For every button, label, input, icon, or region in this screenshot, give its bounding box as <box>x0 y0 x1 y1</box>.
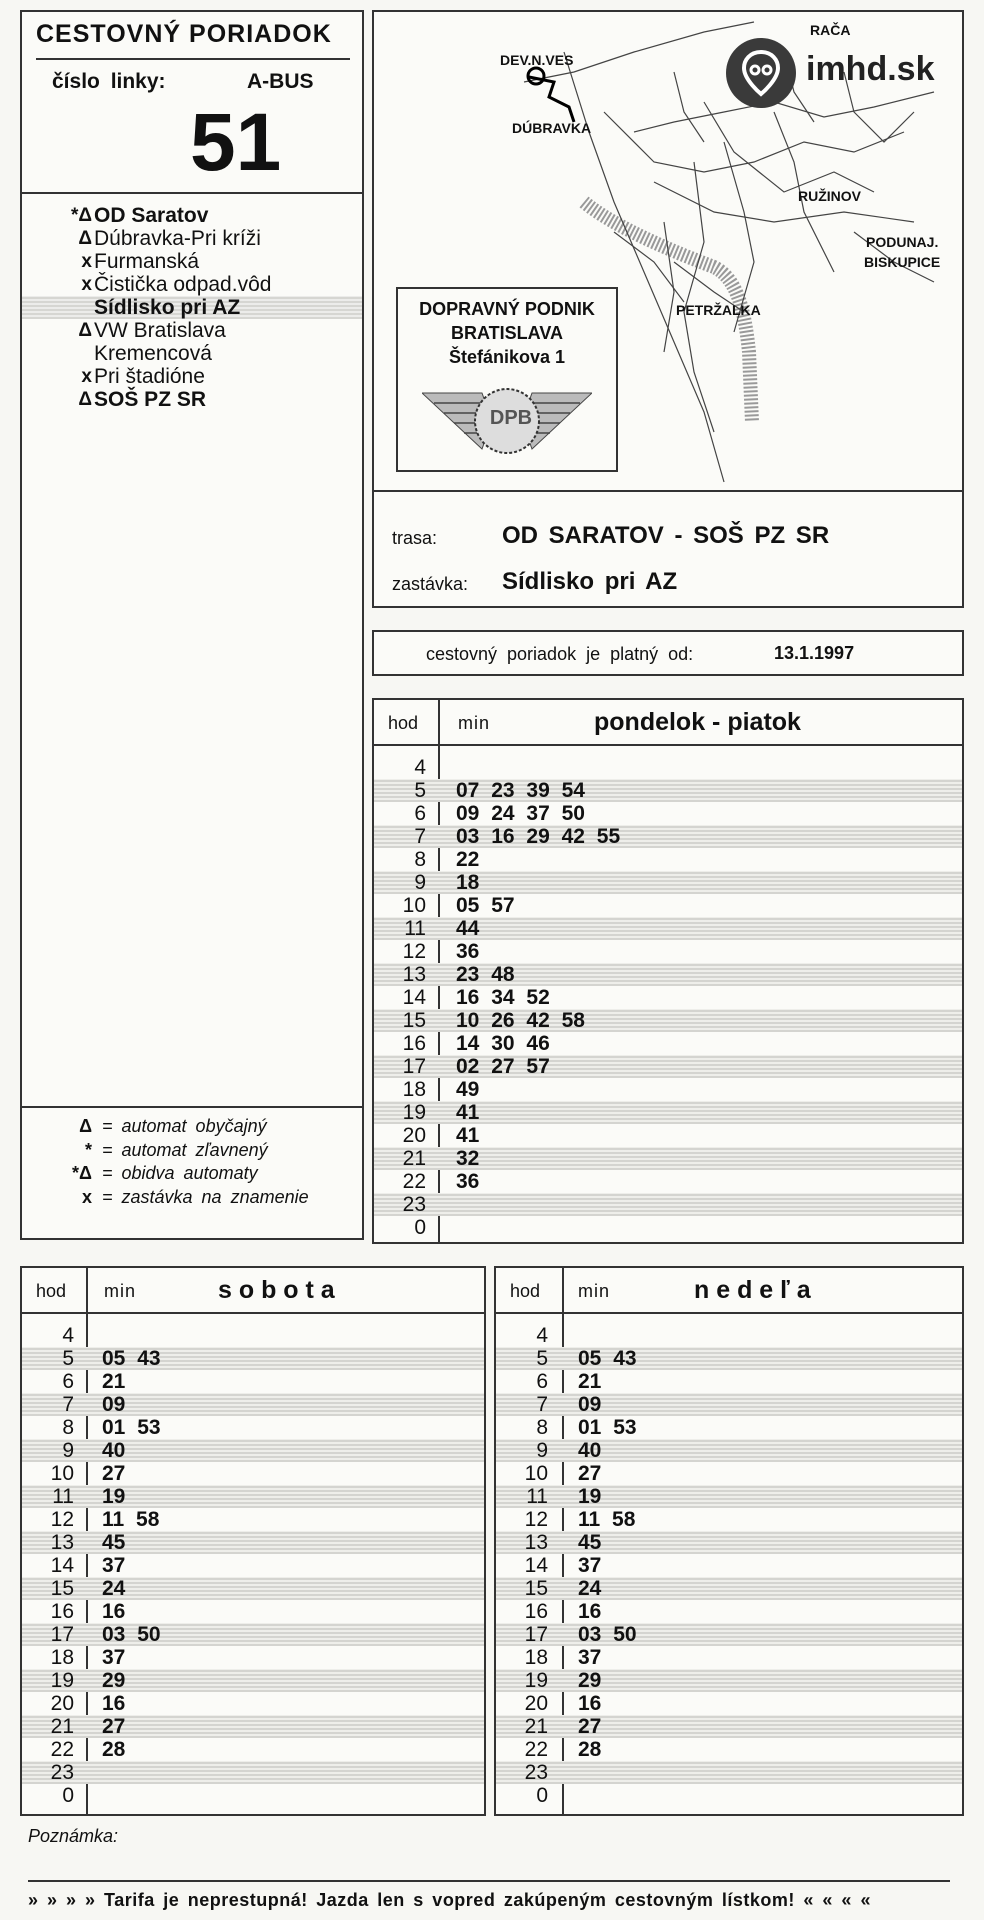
hour-cell: 17 <box>402 1055 426 1078</box>
stop-name: Furmanská <box>94 250 200 273</box>
tariff-notice: » » » » Tarifa je neprestupná! Jazda len s vopred zakúpeným cestovným lístkom! « « « « <box>28 1890 871 1910</box>
timetable-row <box>496 1646 962 1669</box>
minutes-cell: 37 <box>102 1554 126 1577</box>
stop-name: SOŠ PZ SR <box>94 388 207 411</box>
timetable-row <box>22 1439 484 1462</box>
hour-cell: 23 <box>50 1761 74 1784</box>
stop-marker: Δ <box>78 320 92 341</box>
timetable-row <box>374 848 962 871</box>
stop-item <box>22 250 362 273</box>
minutes-cell: 27 <box>578 1462 602 1485</box>
legend-value: = automat zľavnený <box>102 1139 268 1160</box>
stop-item <box>22 365 362 388</box>
timetable-row <box>22 1554 484 1577</box>
timetable-row <box>374 1078 962 1101</box>
minutes-cell: 27 <box>102 1715 126 1738</box>
minutes-cell: 01 53 <box>102 1416 161 1439</box>
timetable-row <box>374 825 962 848</box>
timetable-row <box>496 1324 962 1347</box>
timetable-row <box>496 1577 962 1600</box>
hour-cell: 16 <box>524 1600 548 1623</box>
minutes-cell: 24 <box>102 1577 126 1600</box>
imhd-pin-icon <box>726 38 796 108</box>
column-divider <box>562 1268 564 1312</box>
legend-key: *Δ <box>72 1163 92 1183</box>
imhd-logo[interactable] <box>724 36 972 108</box>
timetable-row <box>496 1370 962 1393</box>
note-label: Poznámka: <box>28 1826 119 1846</box>
line-type: A-BUS <box>247 70 314 93</box>
timetable-row <box>496 1531 962 1554</box>
stop-item <box>22 342 362 365</box>
hour-cell: 5 <box>414 779 426 802</box>
hour-cell: 10 <box>50 1462 74 1485</box>
minutes-cell: 28 <box>578 1738 602 1761</box>
minutes-cell: 44 <box>456 917 480 940</box>
timetable-row <box>374 1055 962 1078</box>
hour-cell: 20 <box>402 1124 426 1147</box>
timetable-row <box>496 1416 962 1439</box>
company-name: DOPRAVNÝ PODNIK <box>419 299 595 319</box>
stop-label: zastávka: <box>392 574 469 594</box>
hour-cell: 11 <box>52 1485 74 1508</box>
minutes-cell: 19 <box>578 1485 602 1508</box>
minutes-cell: 16 34 52 <box>456 986 550 1009</box>
weekday-title: pondelok - piatok <box>594 708 801 736</box>
minutes-cell: 02 27 57 <box>456 1055 550 1078</box>
minutes-cell: 05 43 <box>102 1347 161 1370</box>
validity-date: 13.1.1997 <box>774 643 855 663</box>
hour-cell: 22 <box>402 1170 426 1193</box>
hour-cell: 10 <box>402 894 426 917</box>
timetable-row <box>22 1508 484 1531</box>
minutes-cell: 05 57 <box>456 894 515 917</box>
minutes-cell: 37 <box>578 1646 602 1669</box>
sunday-timetable <box>494 1266 964 1816</box>
timetable-row <box>22 1531 484 1554</box>
hour-cell: 4 <box>536 1324 548 1347</box>
timetable-row <box>22 1623 484 1646</box>
weekday-timetable <box>372 698 964 1244</box>
map-label-podunaj: PODUNAJ. <box>866 234 939 250</box>
stop-marker: x <box>81 251 92 272</box>
legend-key: * <box>84 1139 92 1160</box>
sunday-title: n e d e ľ a <box>694 1276 811 1304</box>
map-label-devnves: DEV.N.VES <box>500 52 574 68</box>
minutes-cell: 29 <box>578 1669 602 1692</box>
timetable-row <box>22 1738 484 1761</box>
map-label-petrzalka: PETRŽALKA <box>676 302 761 318</box>
timetable-row <box>496 1669 962 1692</box>
column-divider <box>86 1268 88 1312</box>
legend-value: = automat obyčajný <box>102 1116 267 1136</box>
document-title: CESTOVNÝ PORIADOK <box>36 20 332 48</box>
hour-cell: 20 <box>50 1692 74 1715</box>
minutes-cell: 03 50 <box>102 1623 161 1646</box>
hour-cell: 23 <box>524 1761 548 1784</box>
timetable-row <box>374 940 962 963</box>
timetable-row <box>496 1462 962 1485</box>
sunday-table-header <box>496 1268 962 1314</box>
timetable-row <box>374 1170 962 1193</box>
hour-cell: 0 <box>536 1784 548 1807</box>
stop-item <box>22 273 362 296</box>
minutes-cell: 40 <box>102 1439 126 1462</box>
timetable-row <box>22 1761 484 1784</box>
timetable-row <box>374 1009 962 1032</box>
timetable-row <box>22 1370 484 1393</box>
legend-item <box>22 1163 362 1187</box>
timetable-row <box>374 802 962 825</box>
legend-value: = zastávka na znamenie <box>102 1186 309 1207</box>
hour-cell: 8 <box>414 848 426 871</box>
timetable-row <box>22 1600 484 1623</box>
minutes-cell: 09 24 37 50 <box>456 802 585 825</box>
column-divider <box>438 700 440 744</box>
legend-value: = obidva automaty <box>102 1163 258 1183</box>
map-label-dubravka: DÚBRAVKA <box>512 120 592 136</box>
hour-cell: 0 <box>62 1784 74 1807</box>
minutes-cell: 03 50 <box>578 1623 637 1646</box>
legend-item <box>22 1116 362 1140</box>
timetable-row <box>22 1669 484 1692</box>
hour-cell: 11 <box>526 1485 548 1508</box>
timetable-row <box>374 871 962 894</box>
hour-cell: 20 <box>524 1692 548 1715</box>
stop-marker: Δ <box>78 228 92 249</box>
minutes-cell: 18 <box>456 871 480 894</box>
hour-column-header: hod <box>36 1281 67 1301</box>
timetable-row <box>22 1715 484 1738</box>
minutes-cell: 23 48 <box>456 963 515 986</box>
hour-cell: 4 <box>62 1324 74 1347</box>
timetable-row <box>496 1508 962 1531</box>
hour-cell: 14 <box>524 1554 548 1577</box>
hour-cell: 0 <box>414 1216 426 1239</box>
stop-marker: Δ <box>78 389 92 410</box>
legend-key: Δ <box>79 1116 92 1136</box>
timetable-row <box>374 1124 962 1147</box>
company-city: BRATISLAVA <box>451 323 563 343</box>
timetable-row <box>496 1761 962 1784</box>
minutes-cell: 10 26 42 58 <box>456 1009 585 1032</box>
timetable-row <box>496 1600 962 1623</box>
hour-cell: 9 <box>62 1439 74 1462</box>
minutes-cell: 14 30 46 <box>456 1032 550 1055</box>
company-box <box>396 287 618 472</box>
hour-cell: 15 <box>50 1577 74 1600</box>
timetable-row <box>22 1416 484 1439</box>
hour-cell: 6 <box>414 802 426 825</box>
timetable-row <box>22 1577 484 1600</box>
stop-name: Kremencová <box>94 342 212 365</box>
minutes-cell: 21 <box>102 1370 126 1393</box>
minutes-cell: 45 <box>578 1531 602 1554</box>
minutes-cell: 49 <box>456 1078 480 1101</box>
stop-name: VW Bratislava <box>94 319 226 342</box>
timetable-row <box>22 1485 484 1508</box>
minutes-cell: 22 <box>456 848 480 871</box>
timetable-row <box>374 756 962 779</box>
minutes-cell: 29 <box>102 1669 126 1692</box>
timetable-row <box>22 1324 484 1347</box>
timetable-row <box>22 1692 484 1715</box>
timetable-row <box>22 1784 484 1807</box>
timetable-row <box>496 1784 962 1807</box>
legend-item <box>22 1140 362 1164</box>
hour-cell: 19 <box>50 1669 74 1692</box>
minutes-cell: 36 <box>456 940 480 963</box>
stops-panel <box>20 192 364 1240</box>
timetable-row <box>496 1715 962 1738</box>
timetable-row <box>374 986 962 1009</box>
minutes-cell: 03 16 29 42 55 <box>456 825 621 848</box>
weekday-table-header <box>374 700 962 746</box>
timetable-row <box>496 1738 962 1761</box>
minute-column-header: min <box>578 1281 611 1301</box>
timetable-row <box>496 1439 962 1462</box>
hour-cell: 13 <box>50 1531 74 1554</box>
hour-cell: 11 <box>404 917 426 940</box>
stop-name: Sídlisko pri AZ <box>94 296 241 319</box>
minutes-cell: 37 <box>102 1646 126 1669</box>
validity-label: cestovný poriadok je platný od: <box>426 644 694 664</box>
legend-item <box>22 1187 362 1211</box>
timetable-row <box>496 1485 962 1508</box>
saturday-title: s o b o t a <box>218 1276 335 1304</box>
hour-cell: 13 <box>524 1531 548 1554</box>
hour-cell: 18 <box>402 1078 426 1101</box>
hour-cell: 9 <box>414 871 426 894</box>
timetable-row <box>22 1347 484 1370</box>
timetable-row <box>374 779 962 802</box>
hour-cell: 15 <box>402 1009 426 1032</box>
hour-cell: 7 <box>62 1393 74 1416</box>
minutes-cell: 37 <box>578 1554 602 1577</box>
stop-item <box>22 388 362 411</box>
timetable-row <box>496 1692 962 1715</box>
hour-cell: 21 <box>402 1147 426 1170</box>
timetable-row <box>496 1623 962 1646</box>
minutes-cell: 16 <box>102 1692 126 1715</box>
timetable-row <box>374 1101 962 1124</box>
hour-cell: 12 <box>524 1508 548 1531</box>
minutes-cell: 40 <box>578 1439 602 1462</box>
timetable-row <box>374 1216 962 1239</box>
hour-cell: 16 <box>402 1032 426 1055</box>
route-label: trasa: <box>392 528 438 548</box>
map-label-ruzinov: RUŽINOV <box>798 188 861 204</box>
title-divider <box>36 58 350 60</box>
hour-cell: 8 <box>62 1416 74 1439</box>
hour-cell: 9 <box>536 1439 548 1462</box>
minutes-cell: 09 <box>578 1393 602 1416</box>
minutes-cell: 24 <box>578 1577 602 1600</box>
hour-cell: 16 <box>50 1600 74 1623</box>
hour-cell: 10 <box>524 1462 548 1485</box>
minute-column-header: min <box>458 713 491 733</box>
stop-name: OD Saratov <box>94 204 209 227</box>
stop-item <box>22 319 362 342</box>
minutes-cell: 16 <box>578 1600 602 1623</box>
hour-column-header: hod <box>510 1281 541 1301</box>
line-number-label: číslo linky: <box>52 70 166 93</box>
minutes-cell: 07 23 39 54 <box>456 779 585 802</box>
hour-cell: 6 <box>62 1370 74 1393</box>
emblem-text: DPB <box>489 407 533 429</box>
timetable-row <box>374 917 962 940</box>
stop-name: Čistička odpad.vôd <box>94 273 272 296</box>
hour-cell: 22 <box>524 1738 548 1761</box>
legend <box>22 1106 362 1210</box>
stop-name: Pri štadióne <box>94 365 205 388</box>
minutes-cell: 32 <box>456 1147 480 1170</box>
minutes-cell: 27 <box>102 1462 126 1485</box>
map-label-biskupice: BISKUPICE <box>864 254 941 270</box>
footer-divider <box>28 1880 950 1882</box>
hour-cell: 14 <box>50 1554 74 1577</box>
hour-cell: 12 <box>50 1508 74 1531</box>
hour-cell: 17 <box>524 1623 548 1646</box>
timetable-header <box>20 10 364 195</box>
hour-cell: 17 <box>50 1623 74 1646</box>
legend-key: x <box>81 1186 92 1207</box>
imhd-logo-text: imhd.sk <box>806 50 935 88</box>
hour-cell: 13 <box>402 963 426 986</box>
hour-cell: 23 <box>402 1193 426 1216</box>
stop-item <box>22 227 362 250</box>
stop-item <box>22 296 362 319</box>
stop-item <box>22 204 362 227</box>
minutes-cell: 16 <box>102 1600 126 1623</box>
saturday-table-header <box>22 1268 484 1314</box>
timetable-row <box>22 1646 484 1669</box>
hour-cell: 21 <box>524 1715 548 1738</box>
minutes-cell: 19 <box>102 1485 126 1508</box>
minutes-cell: 41 <box>456 1101 480 1124</box>
minutes-cell: 16 <box>578 1692 602 1715</box>
hour-cell: 19 <box>402 1101 426 1124</box>
timetable-row <box>496 1347 962 1370</box>
hour-cell: 5 <box>536 1347 548 1370</box>
stop-value: Sídlisko pri AZ <box>502 568 678 595</box>
hour-cell: 14 <box>402 986 426 1009</box>
map-label-raca: RAČA <box>810 22 851 38</box>
hour-cell: 4 <box>414 756 426 779</box>
hour-cell: 6 <box>536 1370 548 1393</box>
timetable-row <box>374 963 962 986</box>
timetable-row <box>374 1032 962 1055</box>
line-number: 51 <box>190 97 282 188</box>
minutes-cell: 41 <box>456 1124 480 1147</box>
hour-cell: 21 <box>50 1715 74 1738</box>
minutes-cell: 45 <box>102 1531 126 1554</box>
hour-cell: 5 <box>62 1347 74 1370</box>
minutes-cell: 05 43 <box>578 1347 637 1370</box>
timetable-row <box>496 1393 962 1416</box>
minutes-cell: 27 <box>578 1715 602 1738</box>
minutes-cell: 28 <box>102 1738 126 1761</box>
hour-cell: 15 <box>524 1577 548 1600</box>
minutes-cell: 11 58 <box>102 1508 160 1531</box>
route-info <box>372 490 964 608</box>
stop-name: Dúbravka-Pri kríži <box>94 227 261 250</box>
saturday-timetable <box>20 1266 486 1816</box>
minutes-cell: 21 <box>578 1370 602 1393</box>
minutes-cell: 09 <box>102 1393 126 1416</box>
hour-cell: 18 <box>50 1646 74 1669</box>
minutes-cell: 01 53 <box>578 1416 637 1439</box>
hour-cell: 22 <box>50 1738 74 1761</box>
hour-cell: 7 <box>536 1393 548 1416</box>
timetable-row <box>22 1393 484 1416</box>
pin-glyph-icon <box>726 38 796 108</box>
hour-column-header: hod <box>388 713 419 733</box>
stop-marker: x <box>81 274 92 295</box>
minutes-cell: 36 <box>456 1170 480 1193</box>
hour-cell: 18 <box>524 1646 548 1669</box>
timetable-row <box>374 1193 962 1216</box>
timetable-row <box>374 894 962 917</box>
hour-cell: 8 <box>536 1416 548 1439</box>
validity-box <box>372 630 964 676</box>
minutes-cell: 11 58 <box>578 1508 636 1531</box>
minute-column-header: min <box>104 1281 137 1301</box>
hour-cell: 19 <box>524 1669 548 1692</box>
stop-marker: *Δ <box>70 205 92 226</box>
stop-marker: x <box>81 366 92 387</box>
hour-cell: 12 <box>402 940 426 963</box>
hour-cell: 7 <box>414 825 426 848</box>
timetable-row <box>496 1554 962 1577</box>
timetable-row <box>374 1147 962 1170</box>
timetable-row <box>22 1462 484 1485</box>
company-address: Štefánikova 1 <box>448 347 566 367</box>
route-value: OD SARATOV - SOŠ PZ SR <box>502 522 830 549</box>
